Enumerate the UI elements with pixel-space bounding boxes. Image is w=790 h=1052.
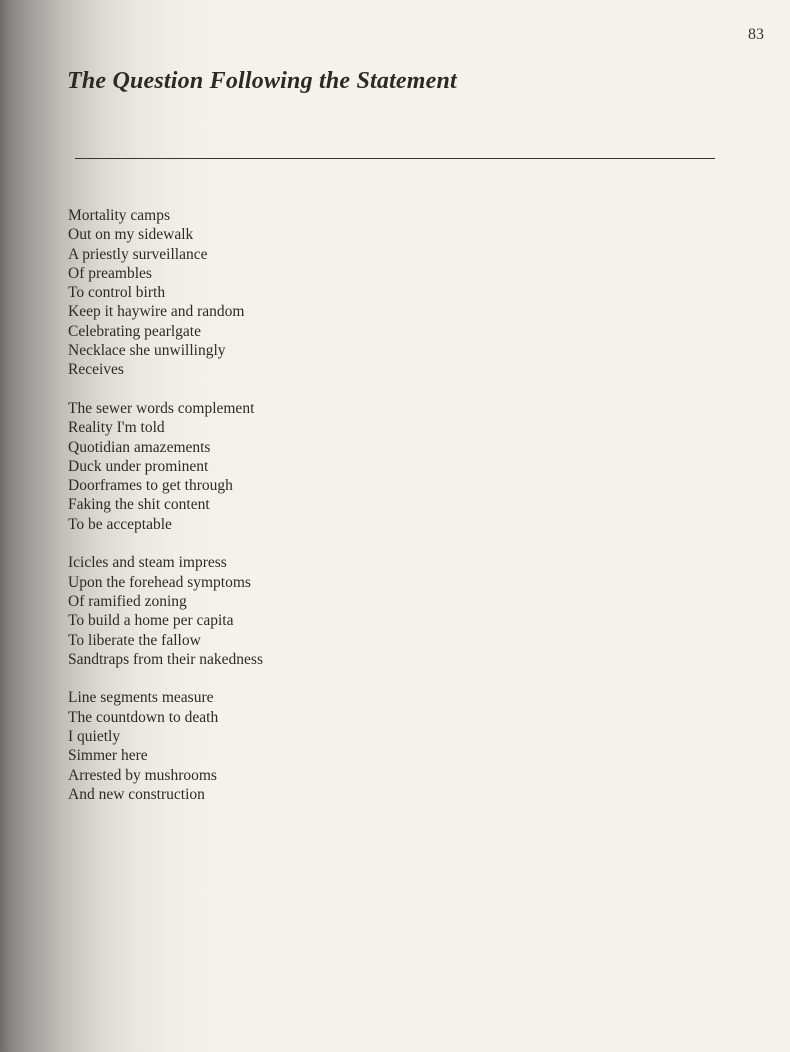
stanza xyxy=(68,206,468,380)
poem-line: Reality I'm told xyxy=(68,419,165,437)
poem-body xyxy=(68,206,468,824)
poem-line: Out on my sidewalk xyxy=(68,226,194,244)
poem-line: I quietly xyxy=(68,728,121,746)
poem-line: Of ramified zoning xyxy=(68,592,187,610)
poem-line: Duck under prominent xyxy=(68,457,209,475)
poem-line: The sewer words complement xyxy=(68,399,255,417)
stanza xyxy=(68,688,468,804)
poem-line: Celebrating pearlgate xyxy=(68,322,201,340)
poem-line: To liberate the fallow xyxy=(68,631,201,649)
poem-line: Arrested by mushrooms xyxy=(68,766,217,784)
poem-line: Necklace she unwillingly xyxy=(68,342,226,360)
title-divider xyxy=(75,158,715,159)
poem-line: Receives xyxy=(68,361,124,379)
poem-line: Keep it haywire and random xyxy=(68,303,245,321)
poem-line: Mortality camps xyxy=(68,207,171,224)
poem-line: To be acceptable xyxy=(68,515,172,533)
poem-line: Simmer here xyxy=(68,747,148,765)
poem-line: Sandtraps from their nakedness xyxy=(68,650,263,668)
page-number: 83 xyxy=(748,26,764,43)
poem-line: Quotidian amazements xyxy=(68,438,211,456)
poem-line: To control birth xyxy=(68,284,166,302)
stanza xyxy=(68,399,468,534)
poem-line: Icicles and steam impress xyxy=(68,554,227,572)
poem-line: A priestly surveillance xyxy=(68,245,208,263)
poem-line: And new construction xyxy=(68,785,205,803)
poem-line: Upon the forehead symptoms xyxy=(68,573,251,591)
poem-line: Line segments measure xyxy=(68,689,214,707)
poem-line: Doorframes to get through xyxy=(68,477,233,495)
poem-line: To build a home per capita xyxy=(68,612,234,630)
poem-line: The countdown to death xyxy=(68,708,219,726)
poem-line: Of preambles xyxy=(68,264,152,282)
stanza xyxy=(68,553,468,669)
poem-line: Faking the shit content xyxy=(68,496,210,514)
poem-title: The Question Following the Statement xyxy=(67,68,457,94)
